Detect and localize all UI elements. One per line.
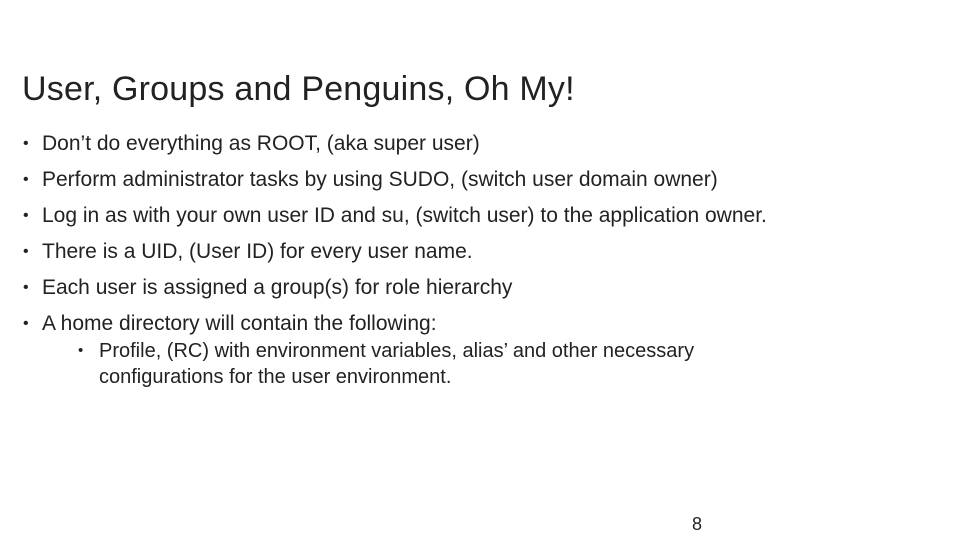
bullet-dot-icon: •: [23, 315, 29, 332]
bullet-dot-icon: •: [23, 243, 29, 260]
sub-bullet-item: [78, 338, 798, 390]
bullet-dot-icon: •: [23, 279, 29, 296]
sub-bullet-text: Profile, (RC) with environment variables, alias’ and other necessary configurations for the user environment.: [99, 340, 695, 388]
slide-title: User, Groups and Penguins, Oh My!: [22, 70, 575, 108]
bullet-item: [22, 270, 942, 306]
sub-bullet-dot-icon: •: [78, 342, 84, 359]
bullet-item: [22, 162, 942, 198]
bullet-dot-icon: •: [23, 207, 29, 224]
bullet-list: [22, 126, 942, 388]
bullet-text: A home directory will contain the following:: [42, 312, 437, 335]
page-number: 8: [692, 514, 703, 534]
bullet-item: [22, 126, 942, 162]
bullet-item: [22, 234, 942, 270]
bullet-text: Each user is assigned a group(s) for role hierarchy: [42, 276, 513, 299]
bullet-dot-icon: •: [23, 171, 29, 188]
bullet-text: Perform administrator tasks by using SUDO, (switch user domain owner): [42, 168, 718, 191]
bullet-item: [22, 306, 942, 342]
bullet-item: [22, 198, 942, 234]
bullet-text: Log in as with your own user ID and su, (switch user) to the application owner.: [42, 204, 767, 227]
bullet-text: Don’t do everything as ROOT, (aka super user): [42, 132, 480, 155]
bullet-dot-icon: •: [23, 135, 29, 152]
sub-bullet-list: [78, 338, 798, 390]
bullet-text: There is a UID, (User ID) for every user name.: [42, 240, 473, 263]
